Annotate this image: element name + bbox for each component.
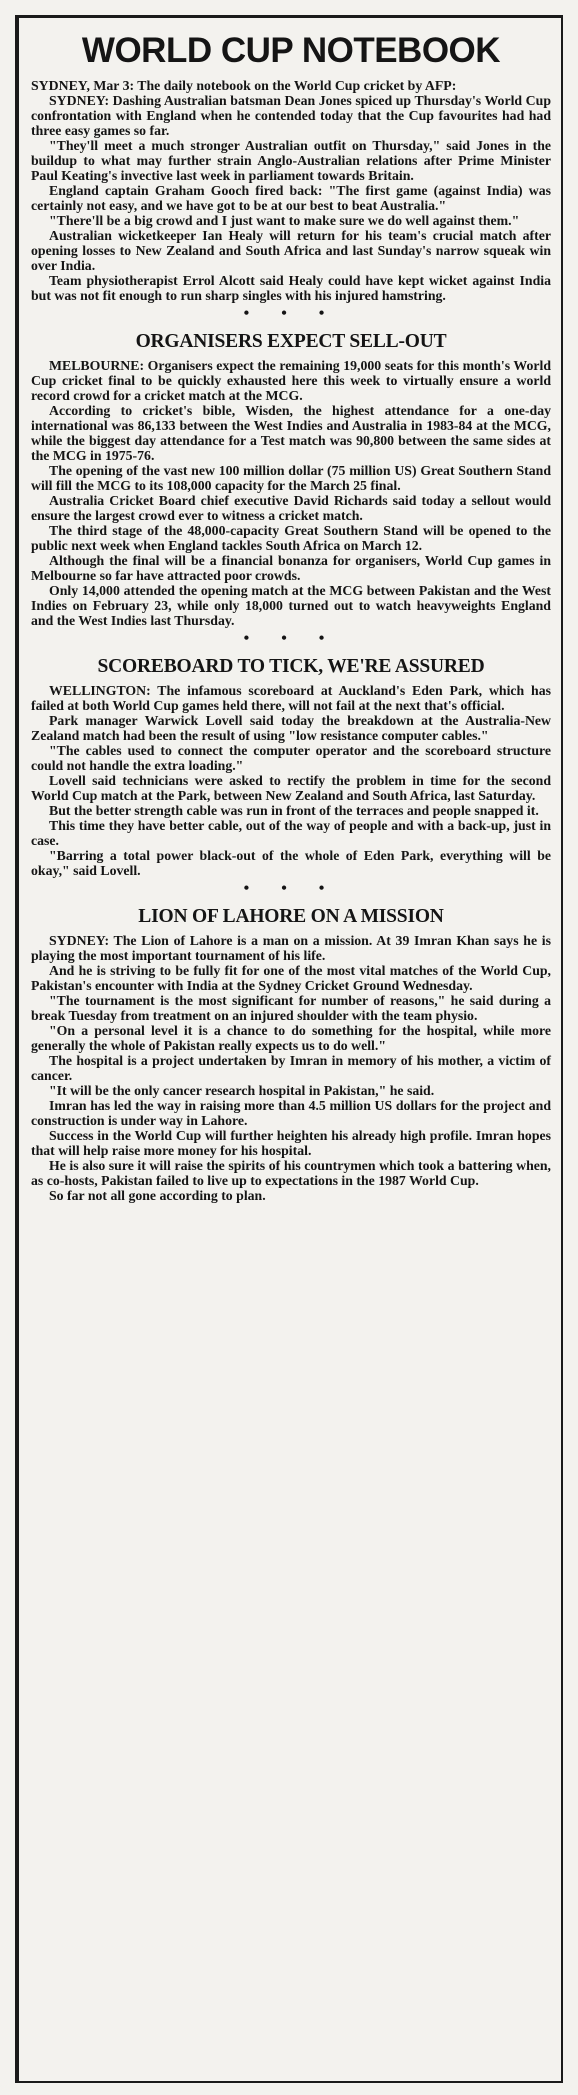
paragraph: Australian wicketkeeper Ian Healy will return for his team's crucial match after opening losses to New Zealand and South Africa and last Sunday's narrow squeak win over India. (31, 228, 551, 273)
paragraph: This time they have better cable, out of the way of people and with a back-up, just in case. (31, 818, 551, 848)
paragraph: "They'll meet a much stronger Australian outfit on Thursday," said Jones in the buildup to what may further strain Anglo-Australian relations after Prime Minister Paul Keating's invective last week in parliament towards Britain. (31, 138, 551, 183)
paragraph: "There'll be a big crowd and I just want to make sure we do well against them." (49, 213, 520, 228)
paragraph: WELLINGTON: The infamous scoreboard at Auckland's Eden Park, which has failed at both World Cup games held there, will not fail at the next that's official. (31, 683, 551, 713)
story-organisers-expect-sell-out (31, 328, 551, 628)
paragraph: SYDNEY: The Lion of Lahore is a man on a mission. At 39 Imran Khan says he is playing the most important tournament of his life. (31, 933, 551, 963)
story-scoreboard-to-tick (31, 653, 551, 878)
story-lion-of-lahore (31, 903, 551, 1203)
paragraph: Park manager Warwick Lovell said today the breakdown at the Australia-New Zealand match had been the result of using "low resistance computer cables." (31, 713, 551, 743)
paragraph: "On a personal level it is a chance to do something for the hospital, while more generally the whole of Pakistan really expects us to do well." (31, 1023, 551, 1053)
paragraph: The hospital is a project undertaken by Imran in memory of his mother, a victim of cancer. (31, 1053, 551, 1083)
paragraph: MELBOURNE: Organisers expect the remaining 19,000 seats for this month's World Cup cricket final to be quickly exhausted here this week to virtually ensure a world record crowd for a cricket match at the MCG. (31, 358, 551, 403)
dateline: SYDNEY, Mar 3: The daily notebook on the World Cup cricket by AFP: (31, 78, 457, 93)
story-headline: ORGANISERS EXPECT SELL-OUT (135, 331, 447, 352)
paragraph: So far not all gone according to plan. (49, 1188, 266, 1203)
article-frame (15, 15, 563, 2083)
paragraph: "The cables used to connect the computer operator and the scoreboard structure could not handle the extra loading." (31, 743, 551, 773)
paragraph: "The tournament is the most significant for number of reasons," he said during a break Tuesday from treatment on an injured shoulder with the team physio. (31, 993, 551, 1023)
paragraph: SYDNEY: Dashing Australian batsman Dean Jones spiced up Thursday's World Cup confrontation with England when he contended today that the Cup favourites had had three easy games so far. (31, 93, 551, 138)
story-separator: • • • (243, 880, 339, 897)
paragraph: Australia Cricket Board chief executive David Richards said today a sellout would ensure the largest crowd ever to witness a cricket match. (31, 493, 551, 523)
paragraph: But the better strength cable was run in front of the terraces and people snapped it. (49, 803, 539, 818)
story-headline: LION OF LAHORE ON A MISSION (138, 906, 444, 927)
story-headline: SCOREBOARD TO TICK, WE'RE ASSURED (97, 656, 485, 677)
paragraph: Although the final will be a financial bonanza for organisers, World Cup games in Melbourne so far have attracted poor crowds. (31, 553, 551, 583)
paragraph: Success in the World Cup will further heighten his already high profile. Imran hopes that will help raise more money for his hospital. (31, 1128, 551, 1158)
paragraph: England captain Graham Gooch fired back: "The first game (against India) was certainly not easy, and we have got to be at our best to beat Australia." (31, 183, 551, 213)
paragraph: "Barring a total power black-out of the whole of Eden Park, everything will be okay," said Lovell. (31, 848, 551, 878)
paragraph: Team physiotherapist Errol Alcott said Healy could have kept wicket against India but was not fit enough to run sharp singles with his injured hamstring. (31, 273, 551, 303)
paragraph: Imran has led the way in raising more than 4.5 million US dollars for the project and construction is under way in Lahore. (31, 1098, 551, 1128)
paragraph: According to cricket's bible, Wisden, the highest attendance for a one-day international was 86,133 between the West Indies and Australia in 1983-84 at the MCG, while the biggest day attendance for a Test match was 90,800 between the same sides at the MCG in 1975-76. (31, 403, 551, 463)
masthead: WORLD CUP NOTEBOOK (81, 31, 501, 70)
paragraph: The third stage of the 48,000-capacity Great Southern Stand will be opened to the public next week when England tackles South Africa on March 12. (31, 523, 551, 553)
story-separator: • • • (243, 305, 339, 322)
paragraph: He is also sure it will raise the spirits of his countrymen which took a battering when, as co-hosts, Pakistan failed to live up to expectations in the 1987 World Cup. (31, 1158, 551, 1188)
paragraph: The opening of the vast new 100 million dollar (75 million US) Great Southern Stand will fill the MCG to its 108,000 capacity for the March 25 final. (31, 463, 551, 493)
paragraph: "It will be the only cancer research hospital in Pakistan," he said. (49, 1083, 435, 1098)
paragraph: Only 14,000 attended the opening match at the MCG between Pakistan and the West Indies on February 23, while only 18,000 turned out to watch heavyweights England and the West Indies last Thursday. (31, 583, 551, 628)
story-separator: • • • (243, 630, 339, 647)
paragraph: Lovell said technicians were asked to rectify the problem in time for the second World Cup match at the Park, between New Zealand and South Africa, last Saturday. (31, 773, 551, 803)
story-notebook-intro (31, 78, 551, 303)
paragraph: And he is striving to be fully fit for one of the most vital matches of the World Cup, Pakistan's encounter with India at the Sydney Cricket Ground Wednesday. (31, 963, 551, 993)
